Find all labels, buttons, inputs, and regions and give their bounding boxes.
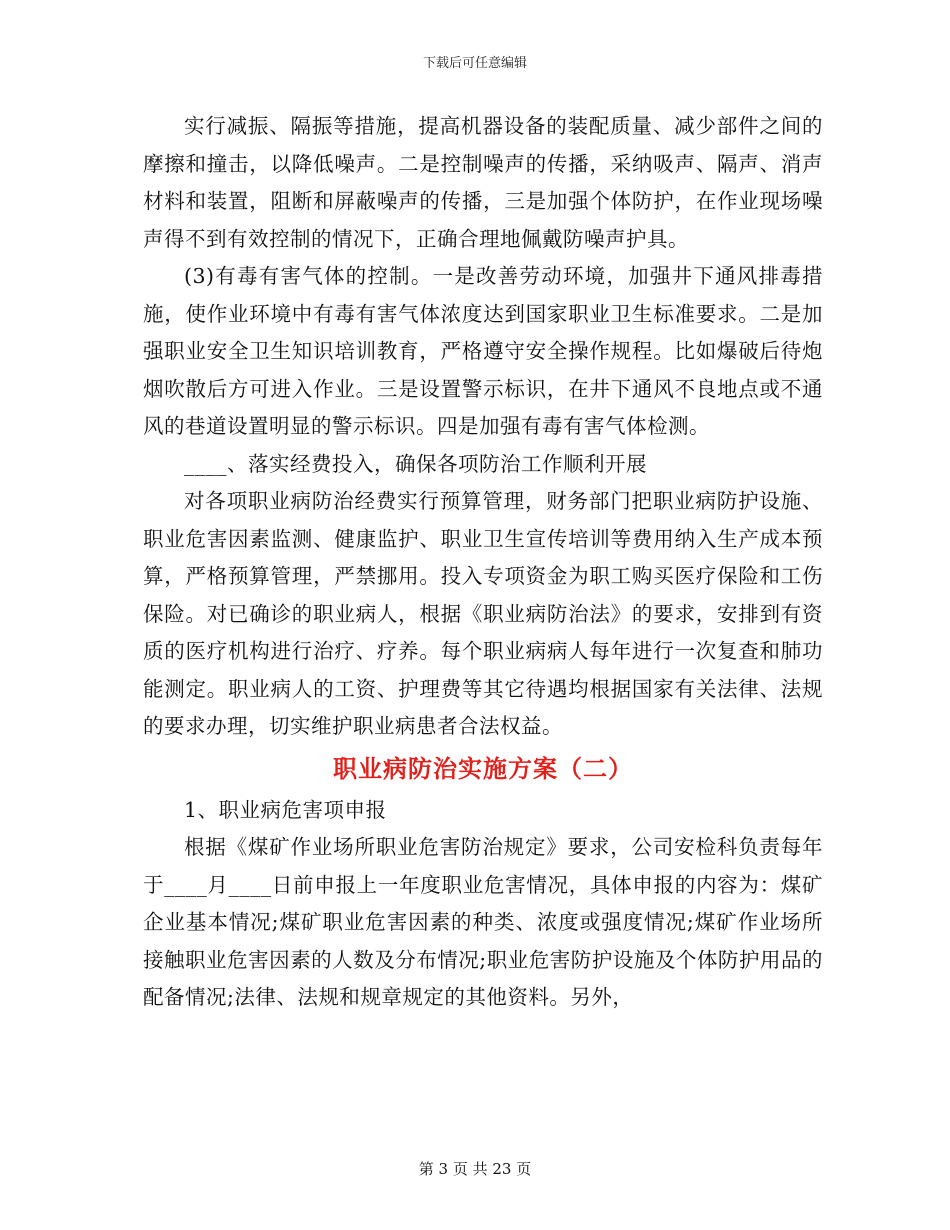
page-header-note: 下载后可任意编辑 — [422, 56, 527, 71]
section-title: 职业病防治实施方案（二） — [333, 754, 633, 783]
item-heading-1: 1、职业病危害项申报 — [184, 797, 387, 822]
paragraph-hazard-declaration: 根据《煤矿作业场所职业危害防治规定》要求，公司安检科负责每年于____月____日前申报上一年度职业危害情况，具体申报的内容为：煤矿企业基本情况;煤矿职业危害因素的种类、浓度或强度情况;煤矿作业场所接触职业危害因素的人数及分布情况;职业危害防护设施及个体防护用品的配备情况;法律、法规和规章规定的其他资料。另外， — [143, 835, 823, 1009]
paragraph-funding-heading: ____、落实经费投入，确保各项防治工作顺利开展 — [184, 451, 647, 476]
paragraph-funding: 对各项职业病防治经费实行预算管理，财务部门把职业病防护设施、职业危害因素监测、健康监护、职业卫生宣传培训等费用纳入生产成本预算，严格预算管理，严禁挪用。投入专项资金为职工购买医疗保险和工伤保险。对已确诊的职业病人，根据《职业病防治法》的要求，安排到有资质的医疗机构进行治疗、疗养。每个职业病病人每年进行一次复查和肺功能测定。职业病人的工资、护理费等其它待遇均根据国家有关法律、法规的要求办理，切实维护职业病患者合法权益。 — [143, 489, 823, 738]
paragraph-noise-control: 实行减振、隔振等措施，提高机器设备的装配质量、减少部件之间的摩擦和撞击，以降低噪声。二是控制噪声的传播，采纳吸声、隔声、消声材料和装置，阻断和屏蔽噪声的传播，三是加强个体防护，在作业现场噪声得不到有效控制的情况下，正确合理地佩戴防噪声护具。 — [143, 114, 823, 251]
paragraph-toxic-gas-control: (3)有毒有害气体的控制。一是改善劳动环境，加强井下通风排毒措施，使作业环境中有毒有害气体浓度达到国家职业卫生标准要求。二是加强职业安全卫生知识培训教育，严格遵守安全操作规程。比如爆破后待炮烟吹散后方可进入作业。三是设置警示标识，在井下通风不良地点或不通风的巷道设置明显的警示标识。四是加强有毒有害气体检测。 — [143, 264, 823, 438]
document-body — [143, 108, 823, 1017]
page-number: 第 3 页 共 23 页 — [418, 1160, 532, 1178]
